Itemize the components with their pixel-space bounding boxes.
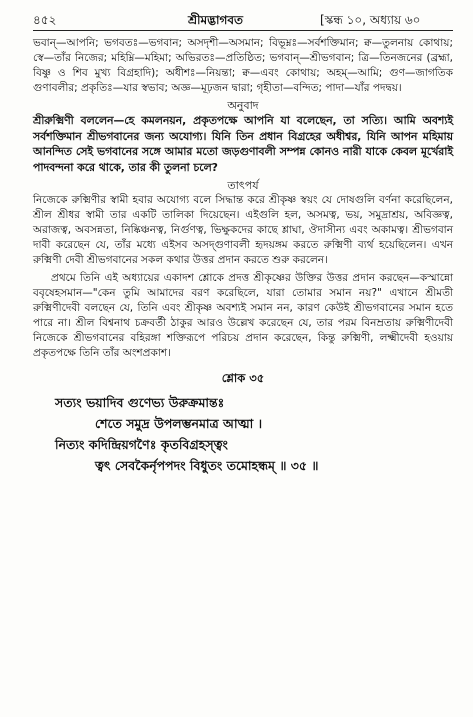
translation-heading: অনুবাদ: [227, 99, 259, 112]
book-title: শ্রীমদ্ভাগবত: [188, 13, 244, 27]
verse-line-3: নিত্যং কদিন্দ্রিয়গণৈঃ কৃতবিগ্রহস্ত্বং: [55, 437, 228, 452]
chapter-location: [স্কন্ধ ১০, অধ্যায় ৬০: [320, 13, 421, 27]
translation-paragraph: শ্রীরুক্মিণী বললেন—হে কমলনয়ন, প্রকৃতপক্ষে আপনি যা বলেছেন, তা সত্যি। আমি অবশ্যই সর্বশক্তিমান শ্রীভগবানের জন্য অযোগ্য। যিনি তিন প্রধান বিগ্রহের অধীশ্বর, যিনি আপন মহিমায় আনন্দিত সেই ভগবানের সঙ্গে আমার মতো জড়গুণাবলী সম্পন্ন কোনও নারী যাকে কেবল মূর্খেরাই পাদবন্দনা করে থাকে, তার কী তুলনা চলে?: [33, 114, 453, 174]
verse-line-1: সত্যং ভয়াদিব গুণেভ্য উরুক্রমান্তঃ: [55, 395, 225, 410]
synonyms-paragraph: ভবান্—আপনি; ভগবতঃ—ভগবান; অসদৃশী—অসমান; বিভূম্নঃ—সর্বশক্তিমান; ক্ব—তুলনায় কোথায়; স্বে—তাঁর নিজের; মহিম্নি—মহিমা; অভিরতঃ—প্রতিষ্ঠিত; ভগবান্—শ্রীভগবান; ত্রি—তিনজনের (ব্রহ্মা, বিষ্ণু ও শিব মুখ্য বিগ্রহাদি); অধীশঃ—নিয়ন্তা; ক্ব—এবং কোথায়; অহম্—আমি; গুণ—জাগতিক গুণাবলীর; প্রকৃতিঃ—যার স্বভাব; অজ্ঞ—মূঢ়জন দ্বারা; গৃহীতা—বন্দিত; পাদা—যাঁর পদদ্বয়।: [33, 37, 453, 94]
verse-line-4: ত্বৎ সেবকৈর্নৃপপদং বিধুতং তমোহন্ধম্ ॥ ৩৫ ॥: [95, 458, 319, 473]
purport-paragraph-1: নিজেকে রুক্মিণীর স্বামী হবার অযোগ্য বলে সিদ্ধান্ত করে শ্রীকৃষ্ণ স্বয়ং যে দোষগুলি বর্ণনা করেছিলেন, শ্রীল শ্রীধর স্বামী তার একটি তালিকা দিয়েছেন। এইগুলি হল, অসমত্ব, ভয়, সমুদ্রাশ্রয়, অবিজ্ঞত্ব, অরাজত্ব, অবসন্নতা, নিষ্কিঞ্চনত্ব, নির্গুণত্ব, ভিক্ষুকদের কাছে শ্লাঘা, ঔদাসীন্য এবং অকামত্ব। শ্রীভগবান দাবী করেছেন যে, তাঁর মধ্যে এইসব অসদ্গুণাবলী হৃদয়ঙ্গম করতে রুক্মিণী ব্যর্থ হয়েছিলেন। এখন রুক্মিণী দেবী শ্রীভগবানের সকল কথার উত্তর প্রদান করতে শুরু করলেন।: [33, 194, 453, 266]
verse-line-2: শেতে সমুদ্র উপলম্ভনমাত্র আত্মা ।: [95, 416, 263, 431]
page-number: ৪৫২: [33, 13, 57, 27]
page-header: [33, 0, 453, 34]
purport-heading: তাৎপর্য: [227, 179, 259, 192]
header-rule: [33, 30, 453, 31]
verse-number: শ্লোক ৩৫: [221, 371, 265, 385]
purport-paragraph-2: প্রথমে তিনি এই অধ্যায়ের একাদশ শ্লোকে প্রদত্ত শ্রীকৃষ্ণের উক্তির উত্তর প্রদান করছেন—কস্মান্নো ববৃষেহসমান—"কেন তুমি আমাদের বরণ করেছিলে, যারা তোমার সমান নয়?" এখানে শ্রীমতী রুক্মিণীদেবী বলছেন যে, তিনি এবং শ্রীকৃষ্ণ অবশ্যই সমান নন, কারণ কেউই শ্রীভগবানের সমান হতে পারে না। শ্রীল বিশ্বনাথ চক্রবর্তী ঠাকুর আরও উল্লেখ করেছেন যে, তার পরম বিনম্রতায় রুক্মিণীদেবী নিজেকে শ্রীভগবানের বহিরঙ্গা শক্তিরূপে পরিচয় প্রদান করেছেন, কিন্তু রুক্মিণী, লক্ষ্মীদেবী হওয়ায় প্রকৃতপক্ষে তিনি তাঁর অংশপ্রকাশ।: [33, 272, 453, 359]
